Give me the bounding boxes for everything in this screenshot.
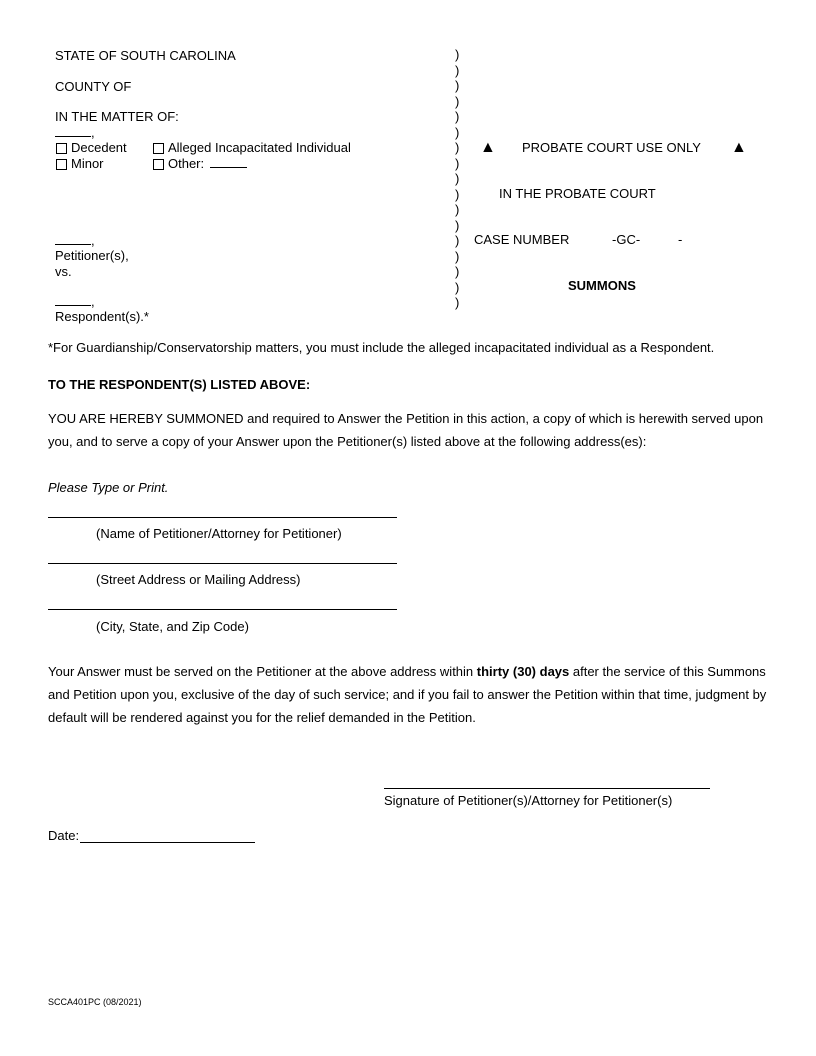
triangle-up-icon: ▲	[480, 139, 496, 156]
petitioner-label: Petitioner(s),	[55, 248, 129, 263]
decedent-checkbox[interactable]	[56, 140, 127, 155]
street-address-line[interactable]	[48, 563, 397, 564]
please-print-note: Please Type or Print.	[48, 480, 169, 495]
checkbox-box	[153, 143, 164, 154]
other-label: Other:	[168, 156, 205, 171]
triangle-up-icon: ▲	[731, 139, 747, 156]
section-heading: TO THE RESPONDENT(S) LISTED ABOVE:	[48, 377, 311, 392]
minor-checkbox[interactable]	[56, 156, 104, 171]
city-state-zip-line[interactable]	[48, 609, 397, 610]
form-id: SCCA401PC (08/2021)	[48, 997, 142, 1007]
matter-name-field[interactable]	[55, 125, 95, 140]
court-use-only-label: PROBATE COURT USE ONLY	[522, 140, 701, 155]
summoned-paragraph: YOU ARE HEREBY SUMMONED and required to Answer the Petition in this action, a copy of which is herewith served upon you, and to serve a copy of your Answer upon the Petitioner(s) listed above at the following address(es):	[48, 411, 764, 449]
checkbox-box	[153, 159, 164, 170]
respondent-comma: ,	[91, 294, 95, 309]
footnote: *For Guardianship/Conservatorship matters, you must include the alleged incapacitated individual as a Respondent.	[48, 340, 715, 355]
matter-comma: ,	[91, 125, 95, 140]
court-name: IN THE PROBATE COURT	[499, 186, 656, 201]
answer-text-part2: after the service of this Summons and Petition upon you, exclusive of the day of such service; and if you fail to answer the Petition within that time, judgment by default will be rendered against you for the relief demanded in the Petition.	[48, 664, 767, 725]
county-label: COUNTY OF	[55, 79, 132, 94]
case-number-label: CASE NUMBER	[474, 232, 570, 247]
case-number-dash[interactable]: -	[678, 232, 683, 247]
date-line[interactable]	[80, 842, 255, 843]
state-label: STATE OF SOUTH CAROLINA	[55, 48, 236, 63]
petitioner-name-caption: (Name of Petitioner/Attorney for Petitioner)	[96, 526, 342, 541]
other-field[interactable]	[210, 156, 247, 168]
respondent-name-field[interactable]	[55, 294, 95, 309]
minor-label: Minor	[71, 156, 104, 171]
other-checkbox[interactable]	[153, 156, 247, 171]
vs-label: vs.	[55, 264, 72, 279]
petitioner-name-field[interactable]	[55, 233, 95, 248]
caption-divider: ) ) ) ) ) ) ) ) ) ) ) ) ) ) ) ) )	[455, 47, 460, 310]
answer-text-part1: Your Answer must be served on the Petitioner at the above address within	[48, 664, 477, 679]
street-address-caption: (Street Address or Mailing Address)	[96, 572, 301, 587]
alleged-incapacitated-label: Alleged Incapacitated Individual	[168, 140, 351, 155]
answer-paragraph	[48, 660, 768, 729]
alleged-incapacitated-checkbox[interactable]	[153, 140, 351, 155]
respondent-label: Respondent(s).*	[55, 309, 149, 324]
city-state-zip-caption: (City, State, and Zip Code)	[96, 619, 249, 634]
signature-caption: Signature of Petitioner(s)/Attorney for Petitioner(s)	[384, 793, 673, 808]
signature-line[interactable]	[384, 788, 710, 789]
checkbox-box	[56, 143, 67, 154]
decedent-label: Decedent	[71, 140, 127, 155]
petitioner-name-line[interactable]	[48, 517, 397, 518]
matter-label: IN THE MATTER OF:	[55, 109, 179, 124]
case-number-gc[interactable]: -GC-	[612, 232, 641, 247]
checkbox-box	[56, 159, 67, 170]
document-title: SUMMONS	[568, 278, 636, 293]
date-label: Date:	[48, 828, 80, 843]
petitioner-comma: ,	[91, 233, 95, 248]
answer-deadline: thirty (30) days	[476, 664, 570, 679]
